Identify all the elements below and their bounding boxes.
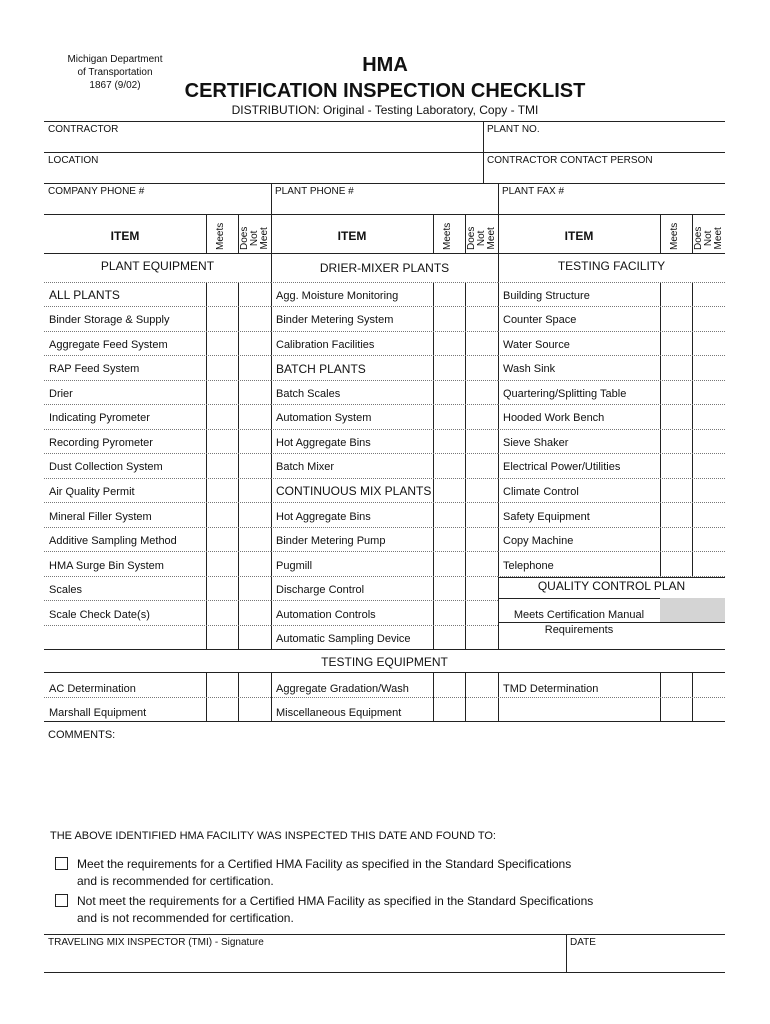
divider	[498, 404, 725, 405]
not-meet-requirements-text: Not meet the requirements for a Certified HMA Facility as specified in the Standard Specifications and is not recommended for certification.	[77, 894, 594, 925]
not-meet-requirements-checkbox[interactable]	[55, 894, 68, 907]
does-not-meet-column-header: Does Not Meet	[693, 226, 724, 250]
divider	[271, 306, 498, 307]
form-title: CERTIFICATION INSPECTION CHECKLIST	[184, 80, 586, 102]
divider	[44, 934, 725, 935]
list-item: Automatic Sampling Device	[276, 633, 411, 645]
divider	[44, 478, 271, 479]
company-phone-field[interactable]	[48, 199, 266, 213]
divider	[465, 282, 466, 649]
divider	[44, 429, 271, 430]
divider	[271, 600, 498, 601]
list-item: AC Determination	[49, 683, 136, 695]
qc-certification-manual-item: Meets Certification Manual Requirements	[513, 609, 645, 636]
list-item: Climate Control	[503, 486, 579, 498]
list-item: Batch Mixer	[276, 461, 335, 473]
section-plant-equipment: PLANT EQUIPMENT	[100, 259, 215, 273]
list-item: Automation System	[276, 412, 372, 424]
list-item: Scale Check Date(s)	[49, 609, 150, 621]
divider	[271, 625, 498, 626]
divider	[44, 380, 271, 381]
list-item: Mineral Filler System	[49, 511, 152, 523]
divider	[271, 214, 272, 253]
divider	[44, 355, 271, 356]
company-phone-label: COMPANY PHONE #	[48, 186, 145, 197]
meet-requirements-checkbox[interactable]	[55, 857, 68, 870]
divider	[44, 502, 271, 503]
divider	[271, 183, 272, 214]
plant-fax-label: PLANT FAX #	[502, 186, 565, 197]
list-item: Building Structure	[503, 290, 590, 302]
divider	[44, 121, 725, 122]
list-item: Automation Controls	[276, 609, 376, 621]
subsection-batch-plants: BATCH PLANTS	[276, 362, 366, 376]
divider	[44, 253, 725, 254]
divider	[44, 404, 271, 405]
list-item: HMA Surge Bin System	[49, 560, 164, 572]
divider	[271, 331, 498, 332]
list-item: Aggregate Gradation/Wash	[276, 683, 409, 695]
inspection-statement: THE ABOVE IDENTIFIED HMA FACILITY WAS INSPECTED THIS DATE AND FOUND TO:	[50, 830, 496, 842]
comments-field[interactable]	[48, 744, 724, 814]
comments-label: COMMENTS:	[48, 729, 116, 741]
plant-fax-field[interactable]	[502, 199, 720, 213]
distribution-line: DISTRIBUTION: Original - Testing Laboratory, Copy - TMI	[231, 103, 539, 117]
divider	[206, 214, 207, 253]
list-item: TMD Determination	[503, 683, 599, 695]
divider	[238, 214, 239, 253]
item-column-header: ITEM	[564, 229, 594, 243]
item-column-header: ITEM	[110, 229, 140, 243]
divider	[566, 934, 567, 972]
list-item: Telephone	[503, 560, 554, 572]
divider	[271, 404, 498, 405]
meets-column-header: Meets	[669, 222, 680, 250]
plant-no-field[interactable]	[487, 137, 723, 151]
divider	[44, 214, 725, 215]
divider	[433, 282, 434, 649]
list-item: Safety Equipment	[503, 511, 590, 523]
list-item: Agg. Moisture Monitoring	[276, 290, 399, 302]
section-drier-mixer-plants: DRIER-MIXER PLANTS	[319, 261, 450, 275]
divider	[271, 551, 498, 552]
divider	[498, 453, 725, 454]
list-item: Scales	[49, 584, 83, 596]
divider	[44, 551, 271, 552]
divider	[271, 527, 498, 528]
divider	[271, 282, 498, 283]
divider	[44, 152, 725, 153]
divider	[44, 306, 271, 307]
agency-block: Michigan Department of Transportation 1867 (9/02)	[67, 54, 163, 91]
divider	[44, 527, 271, 528]
divider	[465, 214, 466, 253]
form-title-hma: HMA	[362, 54, 408, 76]
subsection-continuous-mix: CONTINUOUS MIX PLANTS	[276, 484, 432, 498]
divider	[498, 355, 725, 356]
divider	[498, 282, 725, 283]
list-item: Miscellaneous Equipment	[276, 707, 402, 719]
divider	[44, 600, 271, 601]
divider	[44, 183, 725, 184]
meet-requirements-text: Meet the requirements for a Certified HMA Facility as specified in the Standard Specifications and is recommended for certification.	[77, 857, 572, 888]
does-not-meet-column-header: Does Not Meet	[239, 226, 270, 250]
meets-column-header: Meets	[442, 222, 453, 250]
divider	[271, 576, 498, 577]
divider	[271, 253, 272, 649]
divider	[44, 649, 725, 650]
contractor-label: CONTRACTOR	[48, 124, 119, 135]
divider	[498, 429, 725, 430]
divider	[498, 527, 725, 528]
list-item: Indicating Pyrometer	[49, 412, 150, 424]
divider	[44, 282, 271, 283]
divider	[44, 576, 271, 577]
list-item: Binder Metering Pump	[276, 535, 386, 547]
divider	[206, 282, 207, 649]
plant-no-label: PLANT NO.	[487, 124, 540, 135]
plant-phone-label: PLANT PHONE #	[275, 186, 354, 197]
divider	[271, 380, 498, 381]
section-quality-control-plan: QUALITY CONTROL PLAN	[537, 579, 686, 593]
list-item: Copy Machine	[503, 535, 574, 547]
qc-shaded-cell	[660, 598, 725, 622]
divider	[498, 502, 725, 503]
divider	[44, 721, 725, 722]
divider	[498, 380, 725, 381]
list-item: Hot Aggregate Bins	[276, 511, 371, 523]
list-item: Electrical Power/Utilities	[503, 461, 621, 473]
list-item: Aggregate Feed System	[49, 339, 168, 351]
section-testing-equipment: TESTING EQUIPMENT	[321, 655, 448, 669]
date-label: DATE	[570, 937, 596, 948]
list-item: Hooded Work Bench	[503, 412, 605, 424]
contractor-field[interactable]	[48, 137, 478, 151]
divider	[498, 577, 725, 578]
divider	[271, 453, 498, 454]
divider	[498, 183, 499, 214]
location-label: LOCATION	[48, 155, 99, 166]
divider	[498, 576, 725, 577]
item-column-header: ITEM	[337, 229, 367, 243]
meets-column-header: Meets	[215, 222, 226, 250]
list-item: Batch Scales	[276, 388, 341, 400]
divider	[238, 282, 239, 649]
tmi-signature-label: TRAVELING MIX INSPECTOR (TMI) - Signature	[48, 937, 264, 948]
divider	[44, 697, 725, 698]
list-item: Water Source	[503, 339, 570, 351]
list-item: Recording Pyrometer	[49, 437, 153, 449]
list-item: Calibration Facilities	[276, 339, 375, 351]
list-item: Drier	[49, 388, 73, 400]
contact-person-field[interactable]	[487, 168, 723, 182]
divider	[271, 502, 498, 503]
list-item: Air Quality Permit	[49, 486, 135, 498]
divider	[498, 331, 725, 332]
list-item: Discharge Control	[276, 584, 365, 596]
contact-person-label: CONTRACTOR CONTACT PERSON	[487, 155, 653, 166]
divider	[271, 355, 498, 356]
list-item: ALL PLANTS	[49, 288, 120, 302]
divider	[660, 214, 661, 253]
divider	[44, 625, 271, 626]
divider	[692, 214, 693, 253]
divider	[271, 478, 498, 479]
divider	[498, 306, 725, 307]
list-item: Pugmill	[276, 560, 313, 572]
divider	[498, 214, 499, 253]
does-not-meet-column-header: Does Not Meet	[466, 226, 497, 250]
divider	[44, 972, 725, 973]
divider	[498, 551, 725, 552]
divider	[44, 331, 271, 332]
tmi-signature-field[interactable]	[48, 952, 560, 970]
section-testing-facility: TESTING FACILITY	[557, 259, 666, 273]
list-item: Binder Storage & Supply	[49, 314, 170, 326]
divider	[271, 429, 498, 430]
list-item: Sieve Shaker	[503, 437, 569, 449]
list-item: Counter Space	[503, 314, 577, 326]
list-item: Dust Collection System	[49, 461, 163, 473]
list-item: Marshall Equipment	[49, 707, 147, 719]
plant-phone-field[interactable]	[275, 199, 493, 213]
date-field[interactable]	[570, 952, 722, 970]
divider	[498, 478, 725, 479]
list-item: Quartering/Splitting Table	[503, 388, 627, 400]
location-field[interactable]	[48, 168, 478, 182]
list-item: Additive Sampling Method	[49, 535, 177, 547]
list-item: Hot Aggregate Bins	[276, 437, 371, 449]
list-item: Wash Sink	[503, 363, 556, 375]
list-item: Binder Metering System	[276, 314, 394, 326]
list-item: RAP Feed System	[49, 363, 140, 375]
divider	[433, 214, 434, 253]
divider	[44, 672, 725, 673]
divider	[44, 453, 271, 454]
